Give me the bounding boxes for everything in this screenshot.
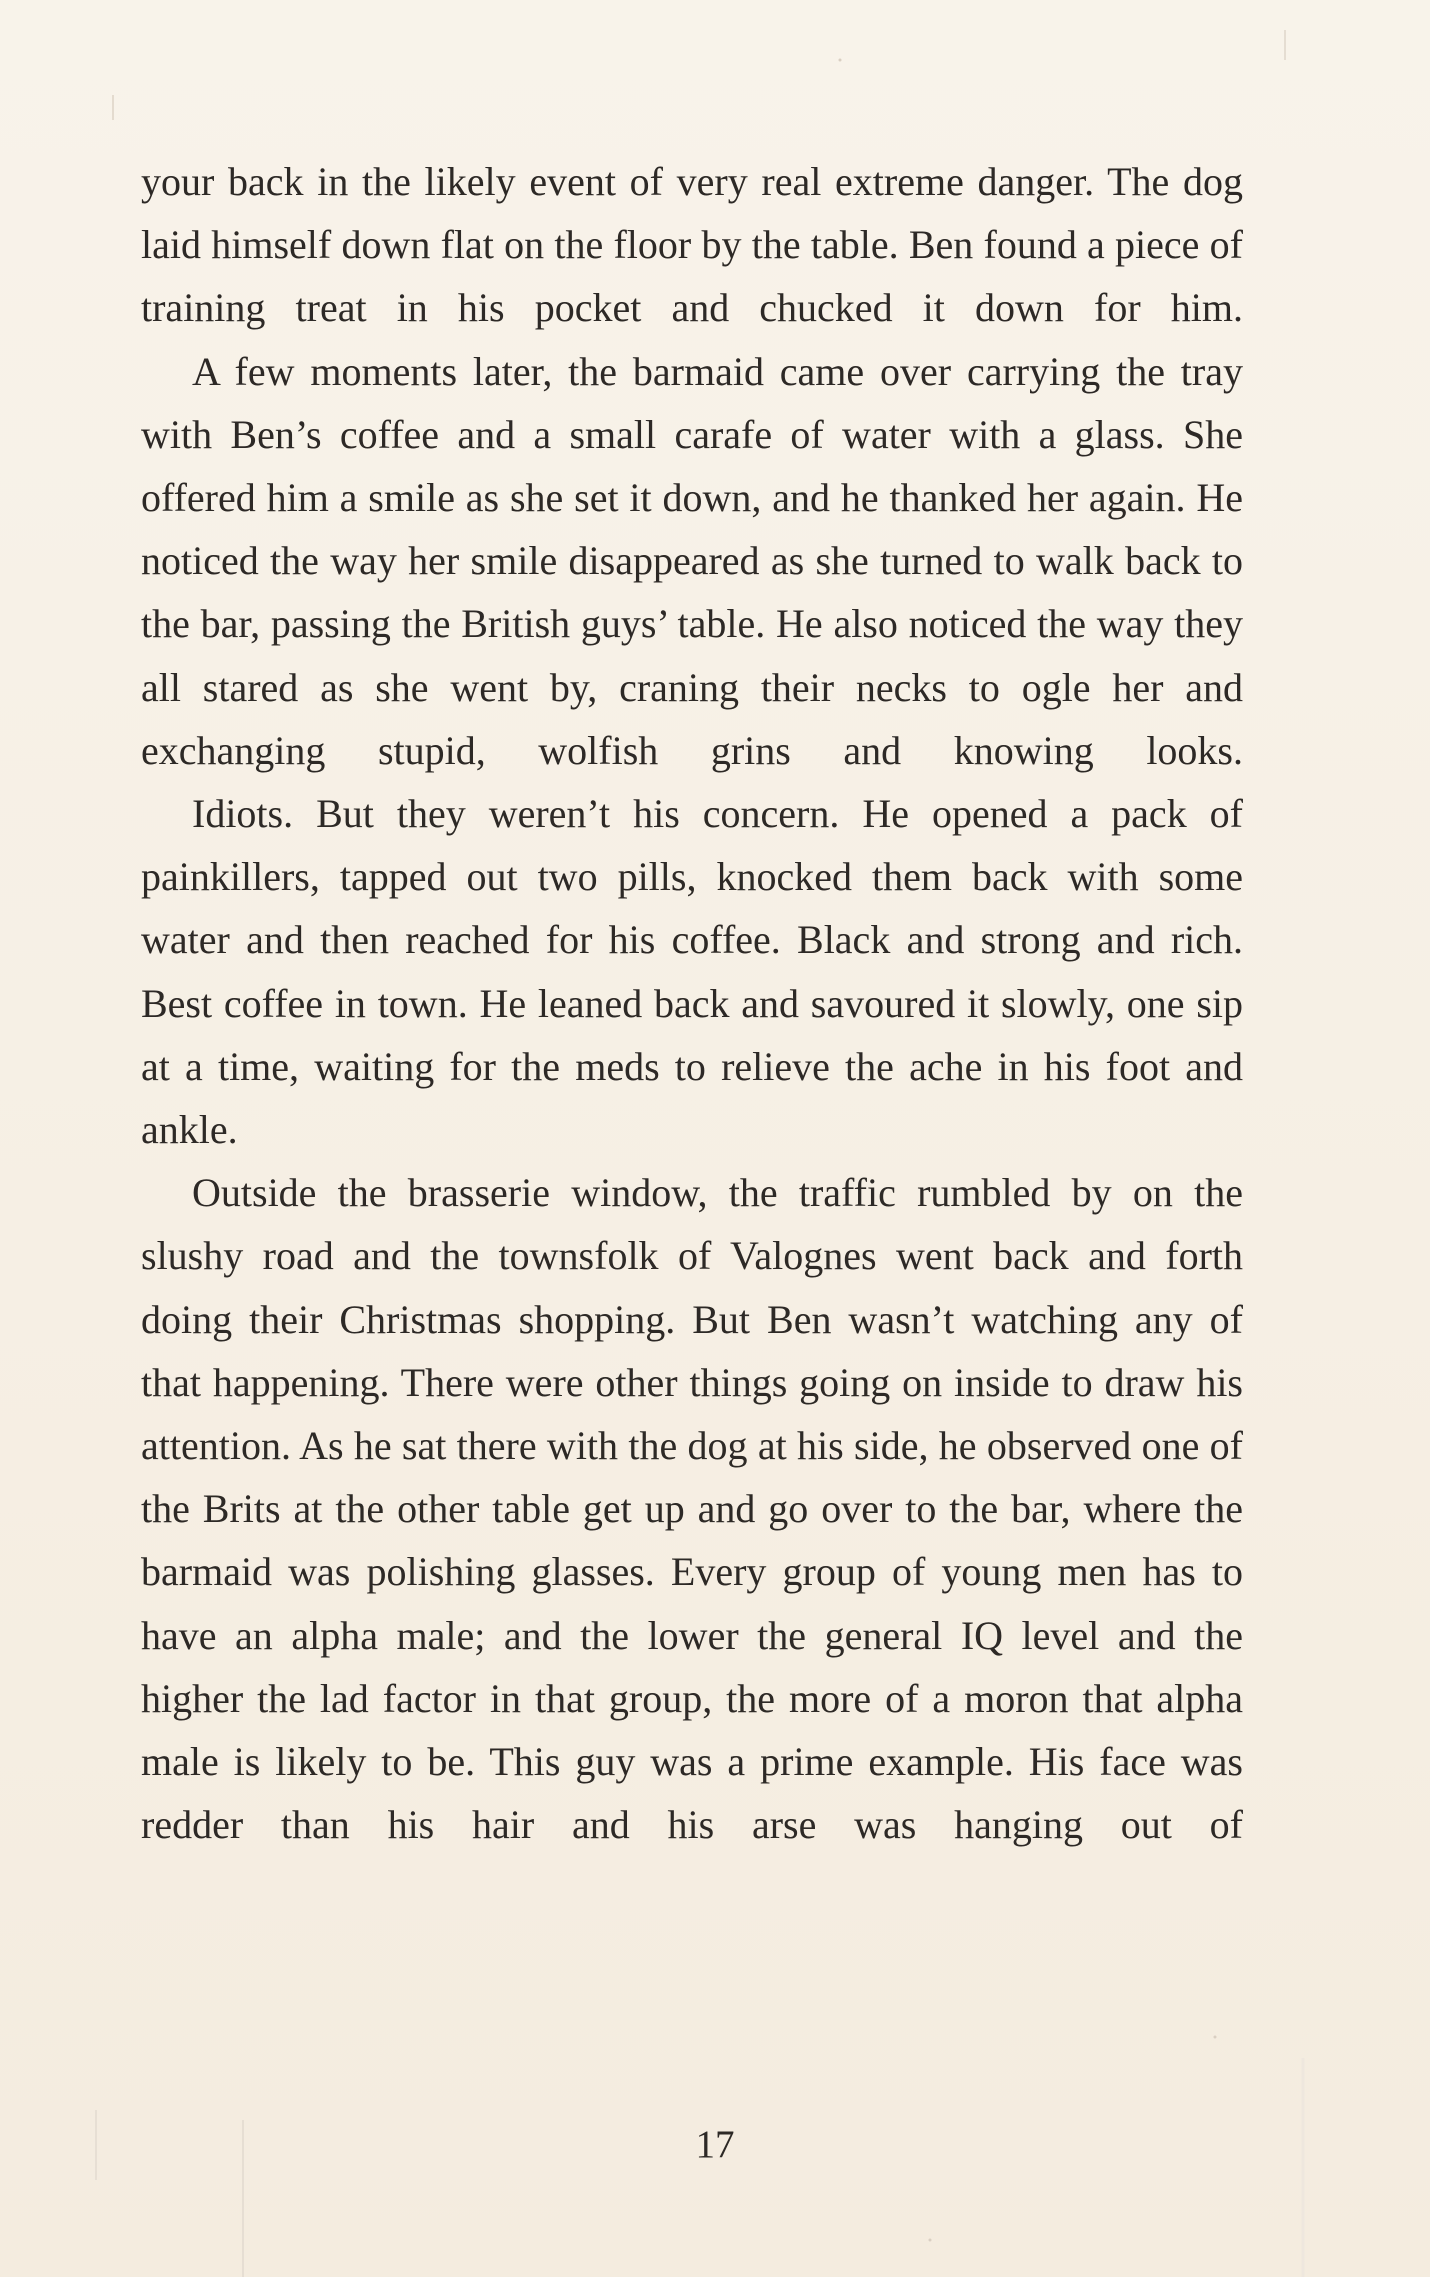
page-number: 17 [695,2123,735,2166]
paragraph-2: A few moments later, the barmaid came over carrying the tray with Ben’s coffee and a small carafe of water with a glass. She offered him a smile as she set it down, and he thanked her again. He noticed the way her smile disappeared as she turned to walk back to the bar, passing the British guys’ table. He also noticed the way they all stared as she went by, craning their necks to ogle her and exchanging stupid, wolfish grins and knowing looks. [141,348,1243,773]
paragraph-1: your back in the likely event of very real extreme danger. The dog laid himself down flat on the floor by the table. Ben found a piece of training treat in his pocket and chucked it down for him. [141,159,1243,331]
paragraph-4: Outside the brasserie window, the traffic rumbled by on the slushy road and the townsfolk of Valognes went back and forth doing their Christmas shopping. But Ben wasn’t watching any of that happening. There were other things going on inside to draw his attention. As he sat there with the dog at his side, he observed one of the Brits at the other table get up and go over to the bar, where the barmaid was polishing glasses. Every group of young men has to have an alpha male; and the lower the general IQ level and the higher the lad factor in that group, the more of a moron that alpha male is likely to be. This guy was a prime example. His face was redder than his hair and his arse was hanging out of [141,1170,1243,1848]
paper-speck [929,2239,932,2242]
body-text [141,150,1243,1856]
paper-speck [1214,2036,1217,2039]
paper-speck [839,59,842,62]
paragraph-3: Idiots. But they weren’t his concern. He opened a pack of painkillers, tapped out two pills, knocked them back with some water and then reached for his coffee. Black and strong and rich. Best coffee in town. He leaned back and savoured it slowly, one sip at a time, waiting for the meds to relieve the ache in his foot and ankle. [141,791,1243,1153]
